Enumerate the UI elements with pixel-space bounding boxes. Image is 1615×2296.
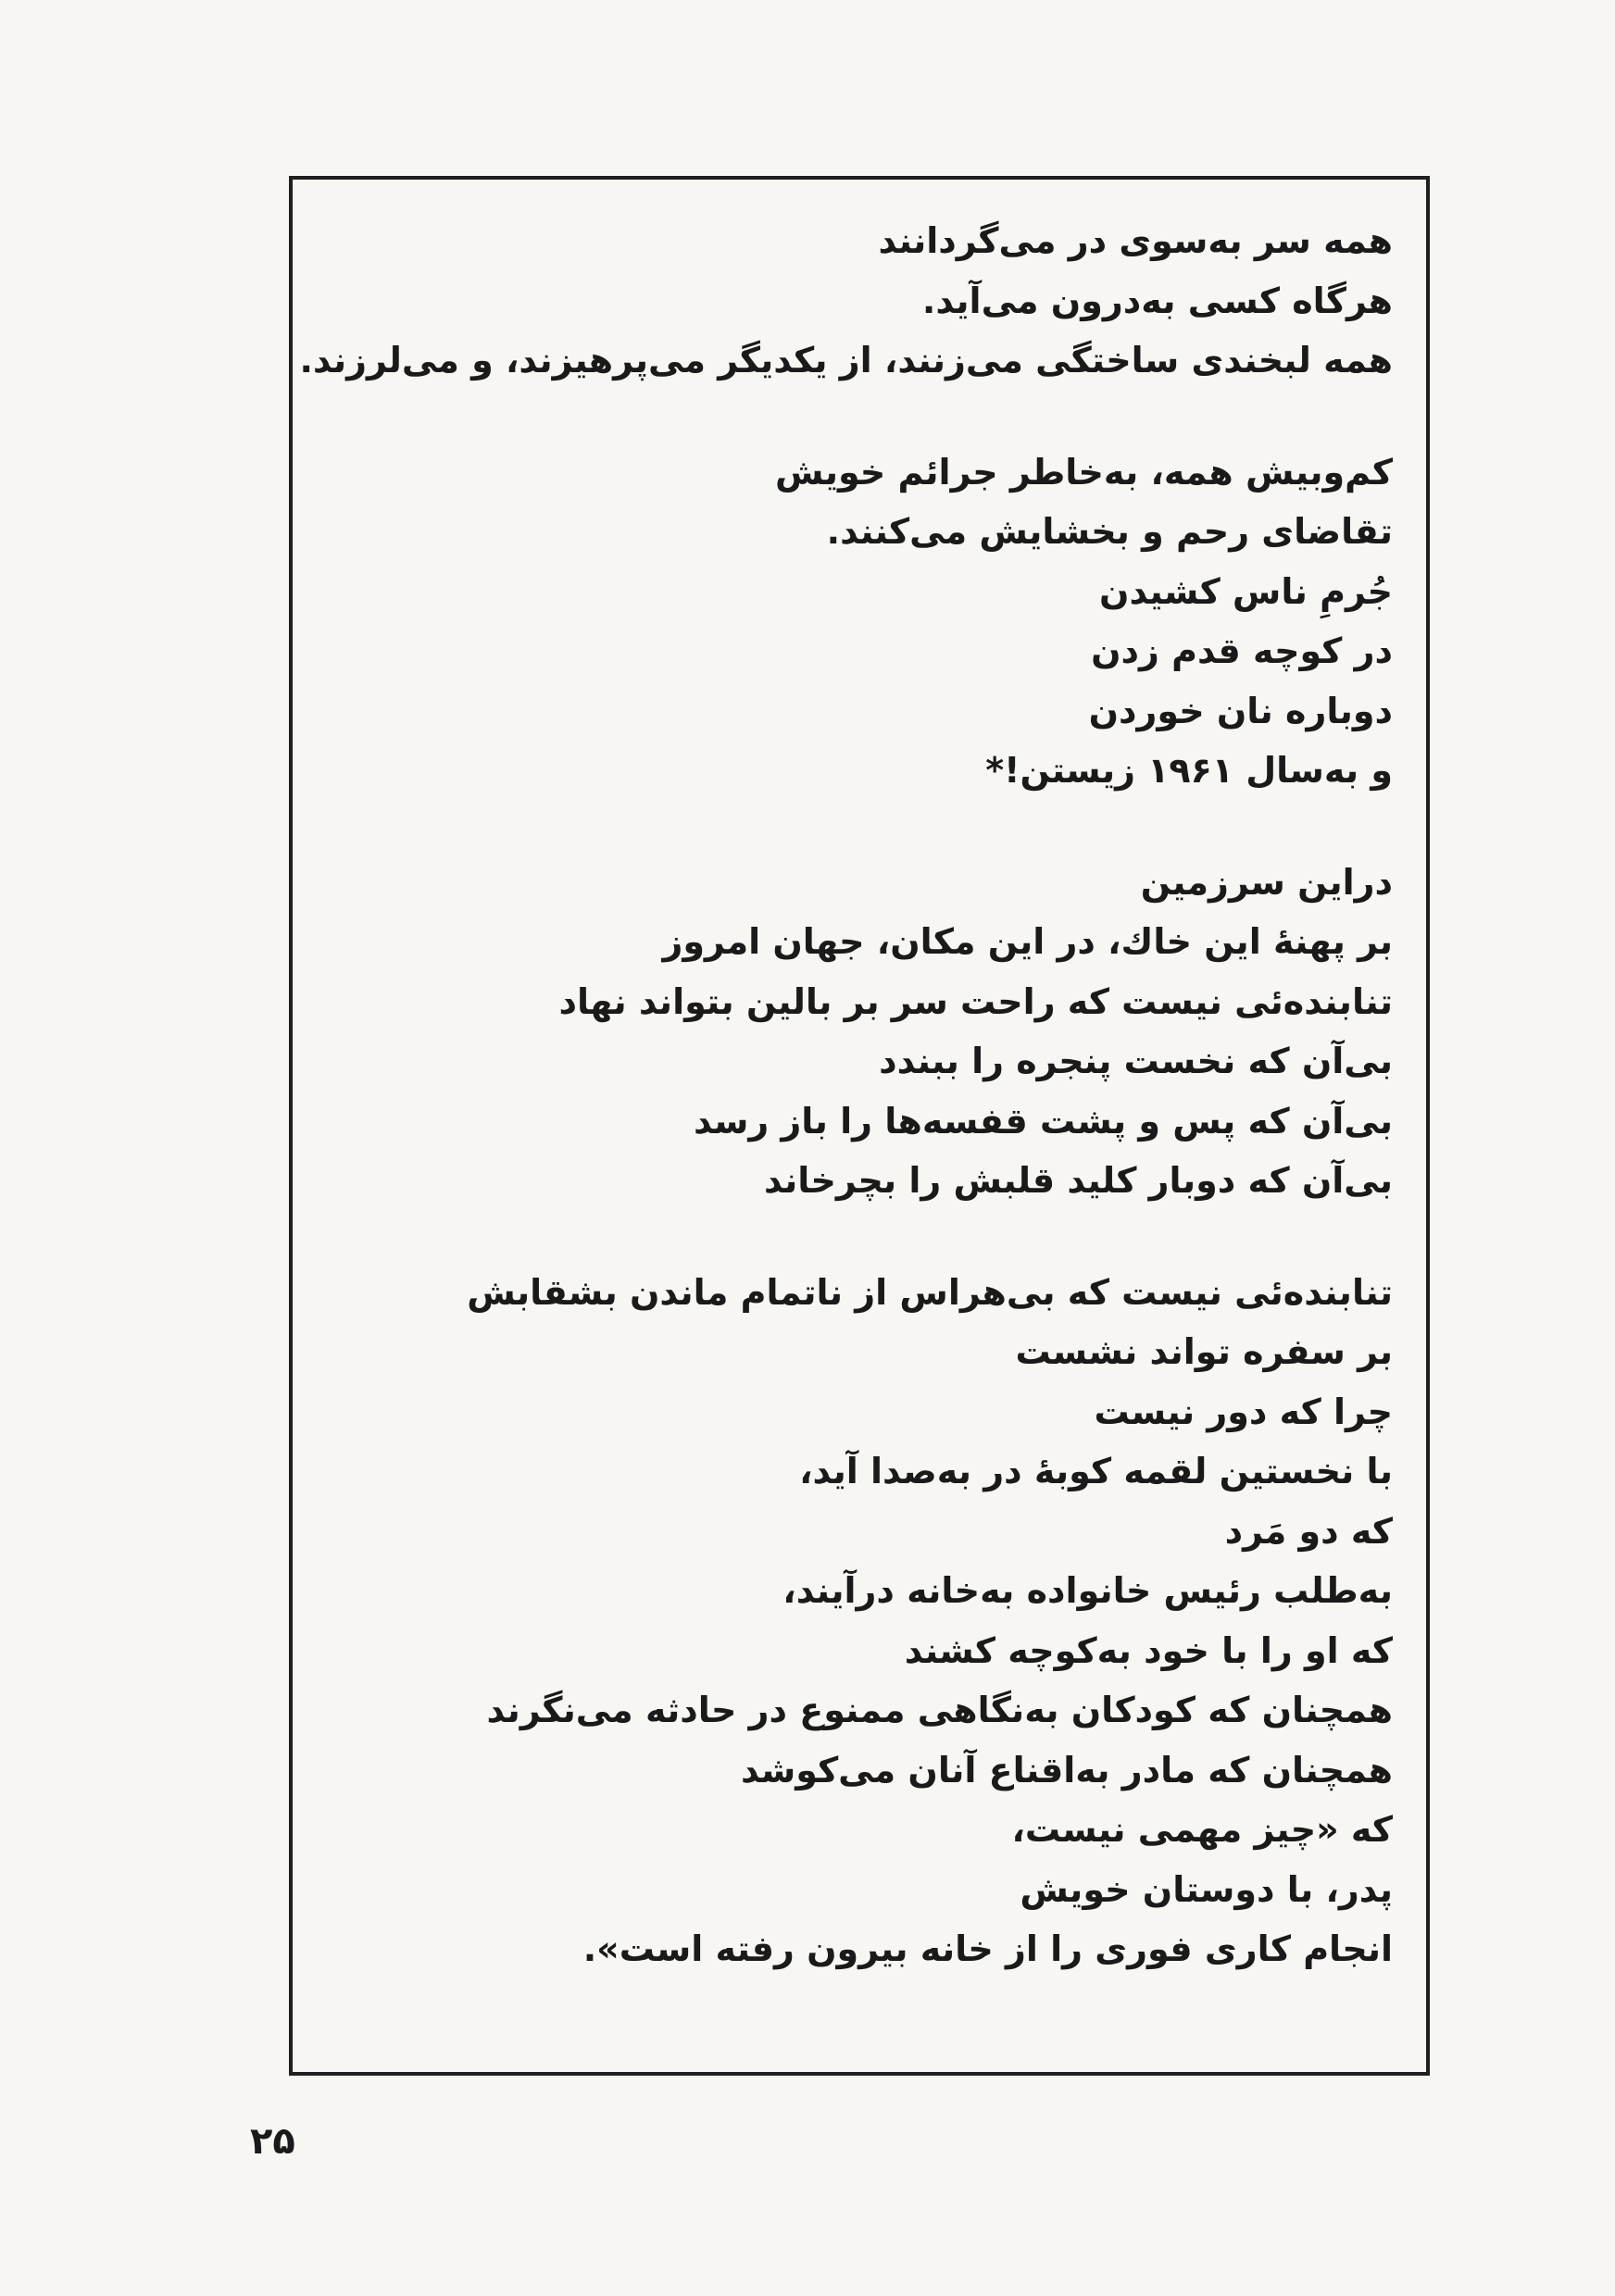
poem-line: که «چیز مهمی نیست، <box>1011 1809 1393 1850</box>
poem-line: که او را با خود به‌کوچه کشند <box>904 1629 1393 1671</box>
poem-line: چرا که دور نیست <box>1094 1391 1393 1432</box>
stanza-4 <box>300 1263 1393 1979</box>
poem-line: انجام کاری فوری را از خانه بیرون رفته است». <box>582 1928 1393 1969</box>
poem-line: و به‌سال ۱۹۶۱ زیستن!* <box>985 750 1393 791</box>
poem-line: بی‌آن که پس و پشت قفسه‌ها را باز رسد <box>694 1100 1393 1142</box>
poem-line: که دو مَرد <box>1224 1510 1393 1552</box>
poem-line: تقاضای رحم و بخشایش می‌کنند. <box>826 511 1393 552</box>
stanza-3 <box>300 853 1393 1211</box>
poem-text <box>300 211 1393 1979</box>
poem-line: بی‌آن که نخست پنجره را ببندد <box>879 1041 1393 1081</box>
poem-line: کم‌وبیش همه، به‌خاطر جرائم خویش <box>775 451 1393 493</box>
poem-line: هرگاه کسی به‌درون می‌آید. <box>921 280 1393 321</box>
poem-line: در کوچه قدم زدن <box>1091 630 1393 671</box>
stanza-2 <box>300 443 1393 801</box>
poem-line: بر پهنهٔ این خاك، در این مکان، جهان امروز <box>662 921 1393 962</box>
poem-line: دوباره نان خوردن <box>1088 690 1393 731</box>
poem-line: بر سفره تواند نشست <box>1015 1331 1393 1372</box>
poem-line: دراین سرزمین <box>1140 861 1393 903</box>
poem-line: همچنان که کودکان به‌نگاهی ممنوع در حادثه می‌نگرند <box>486 1690 1393 1730</box>
poem-line: همچنان که مادر به‌اقناع آنان می‌کوشد <box>740 1749 1393 1791</box>
poem-line: همه سر به‌سوی در می‌گردانند <box>878 220 1393 261</box>
poem-line: بی‌آن که دوبار کلید قلبش را بچرخاند <box>764 1160 1393 1201</box>
poem-line: به‌طلب رئیس خانواده به‌خانه درآیند، <box>782 1570 1393 1611</box>
poem-line: تنابنده‌ئی نیست که بی‌هراس از ناتمام ماندن بشقابش <box>467 1271 1393 1313</box>
poem-line: پدر، با دوستان خویش <box>1020 1868 1393 1910</box>
page-number: ۲۵ <box>250 2120 295 2163</box>
poem-line: جُرمِ ناس کشیدن <box>1099 570 1393 612</box>
poem-line: با نخستین لقمه کوبهٔ در به‌صدا آید، <box>799 1451 1393 1491</box>
stanza-1 <box>300 211 1393 391</box>
poem-line: تنابنده‌ئی نیست که راحت سر بر بالین بتواند نهاد <box>558 980 1393 1022</box>
poem-line: همه لبخندی ساختگی می‌زنند، از یکدیگر می‌پرهیزند، و می‌لرزند. <box>299 340 1393 381</box>
